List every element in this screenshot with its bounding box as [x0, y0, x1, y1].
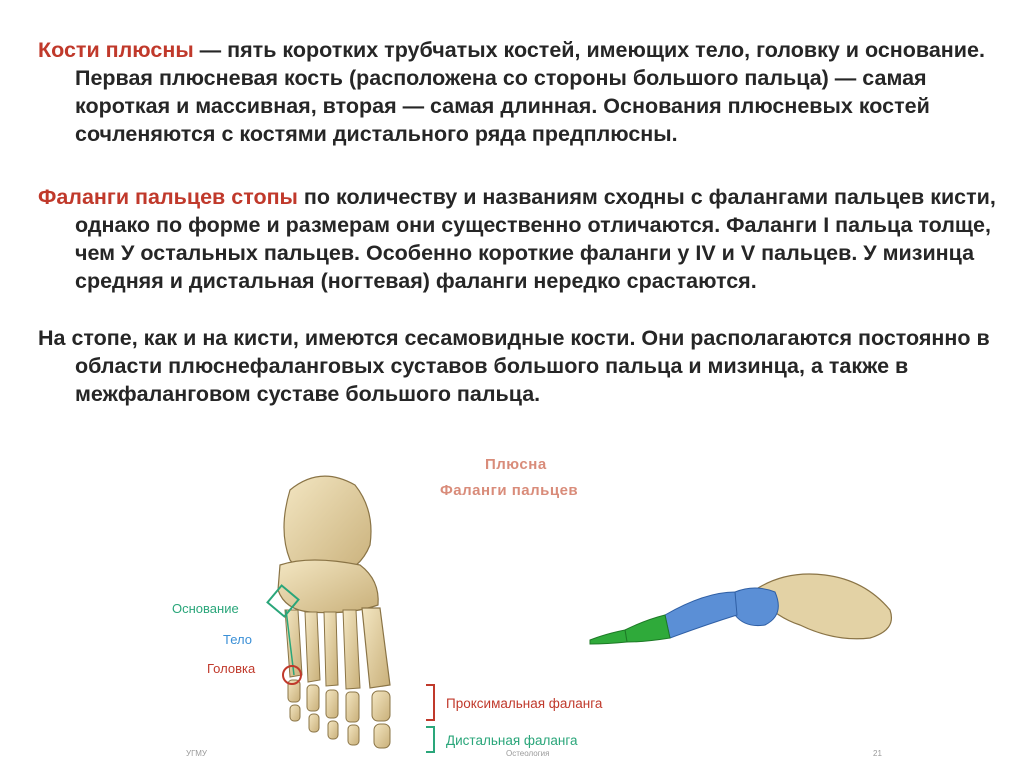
footer-left: УГМУ — [186, 749, 207, 758]
label-body: Тело — [223, 632, 252, 647]
legend-distal-phalanx: Дистальная фаланга — [446, 733, 578, 748]
figure-title-metatarsus: Плюсна — [485, 456, 547, 473]
term-metatarsals: Кости плюсны — [38, 38, 194, 62]
footer-center: Остеология — [506, 749, 550, 758]
paragraph-metatarsals-text: — пять коротких трубчатых костей, имеющих тело, головку и основание. Первая плюсневая кость (расположена со стороны большого пальца) — самая короткая и массивная, вторая — самая длинная. Основания плюсневых костей сочленяются с костями дистального ряда предплюсны. — [75, 38, 985, 146]
paragraph-phalanges-text: по количеству и названиям сходны с фалангами пальцев кисти, однако по форме и размерам они существенно отличаются. Фаланги I пальца толще, чем У остальных пальцев. Особенно короткие фаланги у IV и V пальцев. У мизинца средняя и дистальная (ногтевая) фаланги нередко срастаются. — [75, 185, 996, 293]
term-phalanges: Фаланги пальцев стопы — [38, 185, 298, 209]
foot-top-view-illustration — [250, 470, 450, 760]
footer-page-number: 21 — [873, 749, 882, 758]
figure-title-phalanges: Фаланги пальцев — [440, 482, 579, 499]
label-base: Основание — [172, 601, 239, 616]
legend-proximal-phalanx: Проксимальная фаланга — [446, 696, 603, 711]
foot-side-view-illustration — [585, 570, 905, 655]
paragraph-metatarsals — [38, 36, 1024, 148]
paragraph-phalanges — [38, 183, 1024, 295]
paragraph-sesamoid: На стопе, как и на кисти, имеются сесамовидные кости. Они располагаются постоянно в области плюснефаланговых суставов большого пальца и мизинца, а также в межфаланговом суставе большого пальца. — [38, 326, 990, 406]
label-head: Головка — [207, 661, 256, 676]
